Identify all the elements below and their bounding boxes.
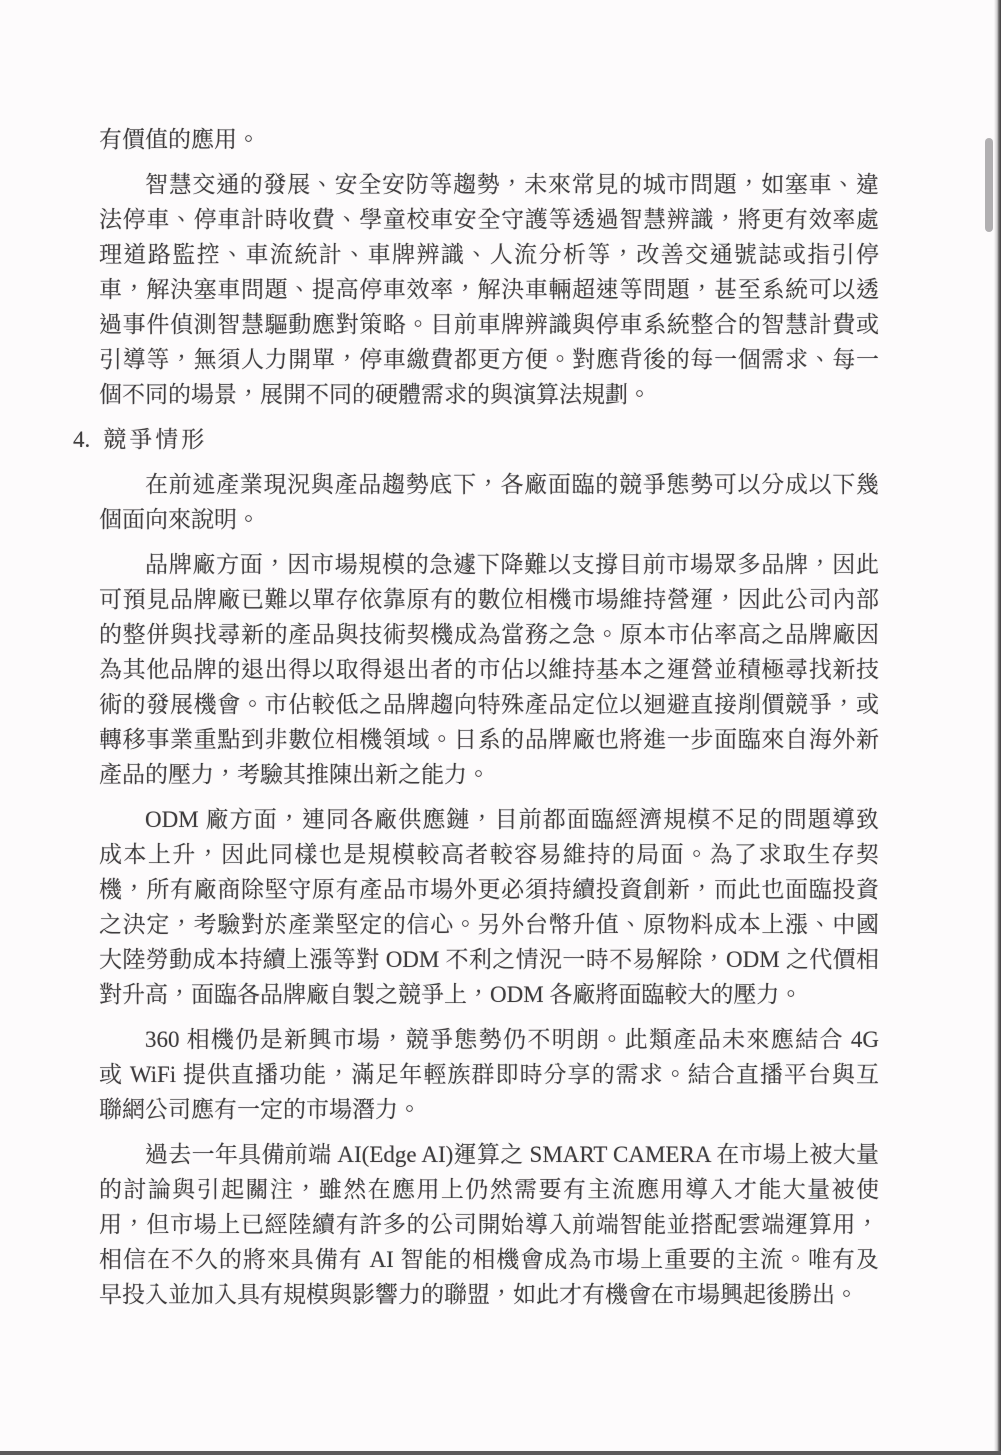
text-line: ODM 廠方面，連同各廠供應鏈，目前都面臨經濟規模不足的問題導致 [145, 807, 879, 832]
paragraph [99, 802, 879, 1012]
section-heading [73, 422, 879, 457]
paragraph [99, 547, 879, 792]
text-line: 早投入並加入具有規模與影響力的聯盟，如此才有機會在市場興起後勝出。 [99, 1282, 858, 1307]
text-line: 過事件偵測智慧驅動應對策略。目前車牌辨識與停車系統整合的智慧計費或 [99, 312, 879, 337]
paragraph [99, 1022, 879, 1127]
text-line: 引導等，無須人力開單，停車繳費都更方便。對應背後的每一個需求、每一 [99, 347, 879, 372]
text-line: 過去一年具備前端 AI(Edge AI)運算之 SMART CAMERA 在市場上被大量 [145, 1142, 879, 1167]
text-line: 機，所有廠商除堅守原有產品市場外更必須持續投資創新，而此也面臨投資 [99, 877, 879, 902]
text-line: 理道路監控、車流統計、車牌辨識、人流分析等，改善交通號誌或指引停 [99, 242, 879, 267]
text-line: 智慧交通的發展、安全安防等趨勢，未來常見的城市問題，如塞車、違 [145, 172, 879, 197]
document-body [73, 122, 879, 1312]
paragraph [99, 467, 879, 537]
text-line: 之決定，考驗對於產業堅定的信心。另外台幣升值、原物料成本上漲、中國 [99, 912, 879, 937]
text-line: 為其他品牌的退出得以取得退出者的市佔以維持基本之運營並積極尋找新技 [99, 657, 879, 682]
text-line: 或 WiFi 提供直播功能，滿足年輕族群即時分享的需求。結合直播平台與互 [99, 1062, 879, 1087]
page-edge-bottom [0, 1451, 1001, 1455]
text-line: 相信在不久的將來具備有 AI 智能的相機會成為市場上重要的主流。唯有及 [99, 1247, 879, 1272]
text-line: 品牌廠方面，因市場規模的急遽下降難以支撐目前市場眾多品牌，因此 [145, 552, 879, 577]
text-line: 的整併與找尋新的產品與技術契機成為當務之急。原本市佔率高之品牌廠因 [99, 622, 879, 647]
text-line: 可預見品牌廠已難以單存依靠原有的數位相機市場維持營運，因此公司內部 [99, 587, 879, 612]
text-line: 術的發展機會。市佔較低之品牌趨向特殊產品定位以迴避直接削價競爭，或 [99, 692, 879, 717]
text-line: 聯網公司應有一定的市場潛力。 [99, 1097, 421, 1122]
section-number: 4. [73, 427, 91, 452]
text-line: 大陸勞動成本持續上漲等對 ODM 不利之情況一時不易解除，ODM 之代價相 [99, 947, 879, 972]
text-line: 用，但市場上已經陸續有許多的公司開始導入前端智能並搭配雲端運算用， [99, 1212, 879, 1237]
text-line: 的討論與引起關注，雖然在應用上仍然需要有主流應用導入才能大量被使 [99, 1177, 879, 1202]
text-line: 360 相機仍是新興市場，競爭態勢仍不明朗。此類產品未來應結合 4G [145, 1027, 879, 1052]
text-line: 個面向來說明。 [99, 507, 260, 532]
text-line: 產品的壓力，考驗其推陳出新之能力。 [99, 762, 490, 787]
scrollbar-thumb[interactable] [985, 138, 993, 232]
paragraph [99, 167, 879, 412]
text-line: 個不同的場景，展開不同的硬體需求的與演算法規劃。 [99, 382, 651, 407]
paragraph [99, 122, 879, 157]
text-line: 有價值的應用。 [99, 127, 260, 152]
text-line: 成本上升，因此同樣也是規模較高者較容易維持的局面。為了求取生存契 [99, 842, 879, 867]
text-line: 轉移事業重點到非數位相機領域。日系的品牌廠也將進一步面臨來自海外新 [99, 727, 879, 752]
paragraph [99, 1137, 879, 1312]
text-line: 對升高，面臨各品牌廠自製之競爭上，ODM 各廠將面臨較大的壓力。 [99, 982, 803, 1007]
section-title: 競爭情形 [103, 427, 208, 452]
text-line: 車，解決塞車問題、提高停車效率，解決車輛超速等問題，甚至系統可以透 [99, 277, 879, 302]
page-edge-right [994, 0, 1001, 1455]
text-line: 法停車、停車計時收費、學童校車安全守護等透過智慧辨識，將更有效率處 [99, 207, 879, 232]
text-line: 在前述產業現況與產品趨勢底下，各廠面臨的競爭態勢可以分成以下幾 [145, 472, 879, 497]
